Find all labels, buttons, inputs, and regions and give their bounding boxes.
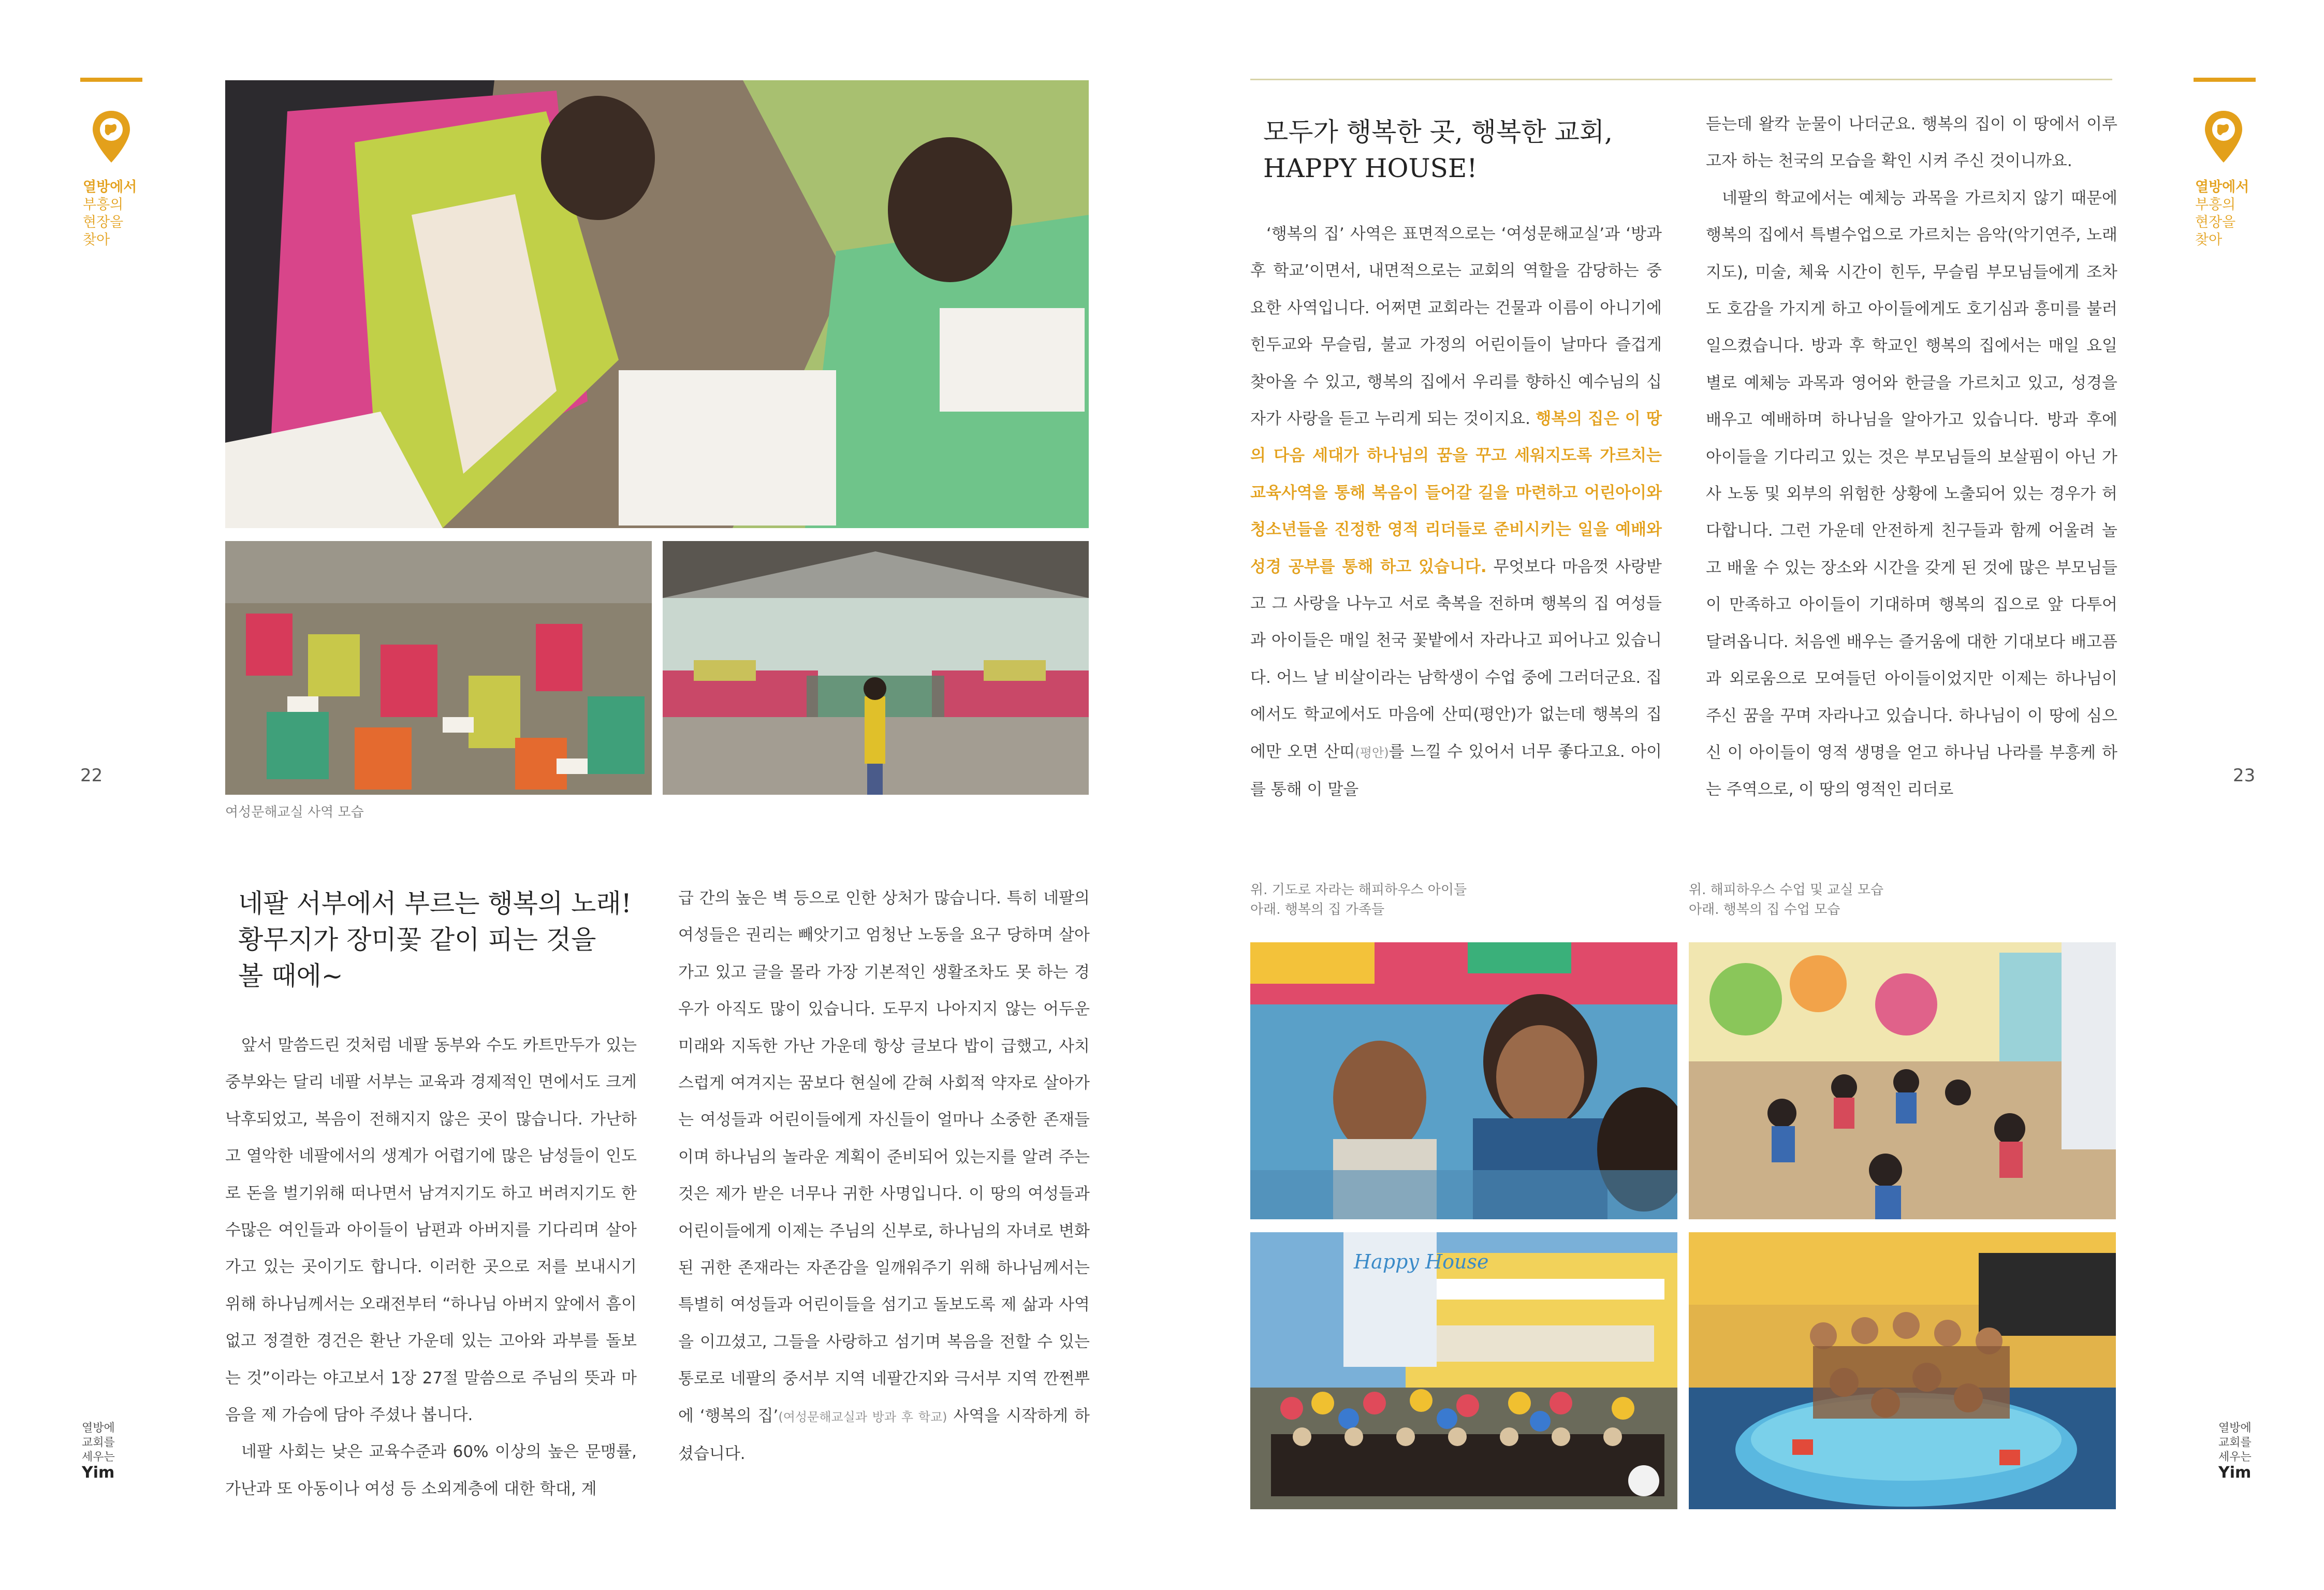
side-label-line1: 열방에서 — [83, 179, 137, 195]
left-headline-line2: 황무지가 장미꽃 같이 피는 것을 — [238, 925, 596, 955]
left-col2-paragraph1 — [678, 880, 1090, 1473]
right-col1-end: 무엇보다 마음껏 사랑받고 그 사랑을 나누고 서로 축복을 전하며 행복의 집 여성들과 아이들은 매일 천국 꽃밭에서 자라나고 피어나고 있습니다. 어느 날 비살이라는 남학생이 수업 중에 그러더군요. 집에서도 학교에서도 마음에 산띠(평안)가 없는데 행복의 집에만 오면 산띠 — [1250, 557, 1662, 761]
right-col1-start: ‘행복의 집’ 사역은 표면적으로는 ‘여성문해교실’과 ‘방과 후 학교’이면서, 내면적으로는 교회의 역할을 감당하는 중요한 사역입니다. 어쩌면 교회라는 건물과 이름이 아니기에 힌두교와 무슬림, 불교 가정의 어린이들이 날마다 즐겁게 찾아올 수 있고, 행복의 집에서 우리를 향하신 예수님의 십자가 사랑을 듣고 누리게 되는 것이지요. — [1250, 225, 1662, 429]
brand-line3: 세우는 — [2218, 1451, 2252, 1464]
photo-children-praying — [1250, 942, 1677, 1219]
right-col1-small-note: (평안) — [1355, 745, 1389, 760]
side-label-line2: 부흥의 — [2195, 197, 2236, 213]
caption-left-line2: 아래. 행복의 집 가족들 — [1250, 902, 1385, 917]
location-pin-icon — [91, 109, 132, 166]
right-col1-highlight: 행복의 집은 이 땅의 다음 세대가 하나님의 꿈을 꾸고 세워지도록 가르치는 교육사역을 통해 복음이 들어갈 길을 마련하고 어린아이와 청소년들을 진정한 영적 리더들로 준비시키는 일을 예배와 성경 공부를 통해 하고 있습니다. — [1250, 410, 1662, 576]
right-caption-left — [1250, 880, 1467, 920]
photo-classroom-floor — [225, 541, 652, 795]
right-side-label — [2195, 179, 2249, 249]
left-col1-paragraph1: 앞서 말씀드린 것처럼 네팔 동부와 수도 카트만두가 있는 중부와는 달리 네팔 서부는 교육과 경제적인 면에서도 크게 낙후되었고, 복음이 전해지지 않은 곳이 많습니다. 가난하고 열악한 네팔에서의 생계가 어렵기에 많은 남성들이 인도로 돈을 벌기위해 떠나면서 남겨지기도 하고 버려지기도 한 수많은 여인들과 아이들이 남편과 아버지를 기다리며 살아가고 있는 곳이기도 합니다. 이러한 곳으로 저를 보내시기 위해 하나님께서는 오래전부터 “하나님 아버지 앞에서 흠이 없고 정결한 경건은 환난 가운데 있는 고아와 과부를 돌보는 것”이라는 야고보서 1장 27절 말씀으로 주님의 뜻과 마음을 제 가슴에 담아 주셨나 봅니다. — [225, 1036, 637, 1425]
page-number-right: 23 — [2233, 765, 2256, 786]
right-col2-paragraph2: 네팔의 학교에서는 예체능 과목을 가르치지 않기 때문에 행복의 집에서 특별수업으로 가르치는 음악(악기연주, 노래지도), 미술, 체육 시간이 힌두, 무슬림 부모님들에게 조차도 호감을 가지게 하고 아이들에게도 호기심과 흥미를 불러일으켰습니다. 방과 후 학교인 행복의 집에서는 매일 요일별로 예체능 과목과 영어와 한글을 가르치고 있고, 성경을 배우고 예배하며 하나님을 알아가고 있습니다. 방과 후에 아이들을 기다리고 있는 것은 부모님들의 보살핌이 아닌 가사 노동 및 외부의 위험한 상황에 노출되어 있는 경우가 허다합니다. 그런 가운데 안전하게 친구들과 함께 어울려 놀고 배울 수 있는 장소와 시간을 갖게 된 것에 많은 부모님들이 만족하고 아이들이 기대하며 행복의 집으로 앞 다투어 달려옵니다. 처음엔 배우는 즐거움에 대한 기대보다 배고픔과 외로움으로 모여들던 아이들이었지만 이제는 하나님이 주신 꿈을 꾸며 자라나고 있습니다. 하나님이 이 땅에 심으신 이 아이들이 영적 생명을 얻고 하나님 나라를 부흥케 하는 주역으로, 이 땅의 영적인 리더로 — [1706, 188, 2117, 799]
photo-pavilion-gathering — [663, 541, 1089, 795]
right-top-rule — [1250, 79, 2112, 80]
left-headline — [238, 885, 632, 994]
left-photo-caption: 여성문해교실 사역 모습 — [225, 805, 364, 820]
left-headline-line3: 볼 때에~ — [238, 961, 343, 991]
right-col1-paragraph1 — [1250, 216, 1662, 809]
caption-right-line1: 위. 해피하우스 수업 및 교실 모습 — [1689, 882, 1884, 898]
right-caption-right — [1689, 880, 1883, 920]
right-headline — [1263, 114, 1613, 186]
photo-children-pool — [1689, 1232, 2116, 1509]
side-label-line4: 찾아 — [2195, 232, 2223, 248]
side-label-line2: 부흥의 — [83, 197, 124, 213]
page-number-left: 22 — [80, 765, 103, 786]
brand-line1: 열방에 — [82, 1422, 115, 1435]
happy-house-banner-text: Happy House — [1354, 1250, 1489, 1273]
left-col2-small-note: (여성문해교실과 방과 후 학교) — [778, 1409, 947, 1424]
right-column-2 — [1706, 106, 2117, 809]
brand-line3: 세우는 — [82, 1451, 115, 1464]
caption-right-line2: 아래. 행복의 집 수업 모습 — [1689, 902, 1840, 917]
right-headline-line1: 모두가 행복한 곳, 행복한 교회, — [1263, 117, 1613, 147]
left-side-label — [83, 179, 137, 249]
location-pin-icon — [2203, 109, 2244, 166]
right-column-1 — [1250, 216, 1662, 809]
left-col2-text: 급 간의 높은 벽 등으로 인한 상처가 많습니다. 특히 네팔의 여성들은 권리는 빼앗기고 엄청난 노동을 요구 당하며 살아가고 있고 글을 몰라 가장 기본적인 생활조차도 못 하는 경우가 아직도 많이 있습니다. 도무지 나아지지 않는 어두운 미래와 지독한 가난 가운데 항상 글보다 밥이 급했고, 사치스럽게 여겨지는 꿈보다 현실에 갇혀 사회적 약자로 살아가는 여성들과 어린이들에게 자신들이 얼마나 소중한 존재들이며 하나님의 놀라운 계획이 준비되어 있는지를 알려 주는 것은 제가 받은 너무나 귀한 사명입니다. 이 땅의 여성들과 어린이들에게 이제는 주님의 신부로, 하나님의 자녀로 변화된 귀한 존재라는 자존감을 일깨워주기 위해 하나님께서는 특별히 여성들과 어린이들을 섬기고 돌보도록 제 삶과 사역을 이끄셨고, 그들을 사랑하고 섬기며 복음을 전할 수 있는 통로로 네팔의 중서부 지역 네팔간지와 극서부 지역 깐쩐뿌에 ‘행복의 집’ — [678, 889, 1090, 1425]
side-label-line3: 현장을 — [83, 214, 124, 230]
right-col1-tail: 를 느낄 수 있어서 너무 좋다고요. 아이를 통해 이 말을 — [1250, 742, 1662, 799]
right-col2-paragraph1: 듣는데 왈칵 눈물이 나더군요. 행복의 집이 이 땅에서 이루고자 하는 천국의 모습을 확인 시켜 주신 것이니까요. — [1706, 115, 2117, 171]
brand-line2: 교회를 — [82, 1436, 115, 1449]
yim-logo: Yim — [82, 1464, 115, 1482]
side-label-line4: 찾아 — [83, 232, 110, 248]
brand-line1: 열방에 — [2218, 1422, 2252, 1435]
side-label-line3: 현장을 — [2195, 214, 2236, 230]
left-col1-paragraph2: 네팔 사회는 낮은 교육수준과 60% 이상의 높은 문맹률, 가난과 또 아동이나 여성 등 소외계층에 대한 학대, 계 — [225, 1442, 637, 1498]
left-column-1 — [225, 1027, 637, 1508]
yim-logo: Yim — [2218, 1464, 2252, 1482]
left-column-2 — [678, 880, 1090, 1473]
right-top-accent-bar — [2194, 78, 2256, 82]
brand-left — [82, 1421, 115, 1480]
left-top-accent-bar — [80, 78, 142, 82]
caption-left-line1: 위. 기도로 자라는 해피하우스 아이들 — [1250, 882, 1467, 898]
right-headline-line2: HAPPY HOUSE! — [1263, 153, 1478, 183]
photo-happy-house-family — [1250, 1232, 1677, 1509]
photo-women-literacy-closeup — [225, 80, 1089, 528]
left-headline-line1: 네팔 서부에서 부르는 행복의 노래! — [238, 888, 632, 918]
photo-music-class — [1689, 942, 2116, 1219]
brand-line2: 교회를 — [2218, 1436, 2252, 1449]
side-label-line1: 열방에서 — [2195, 179, 2249, 195]
left-col2-end: 사역을 시작하게 하셨습니다. — [678, 1406, 1090, 1464]
brand-right — [2218, 1421, 2252, 1480]
